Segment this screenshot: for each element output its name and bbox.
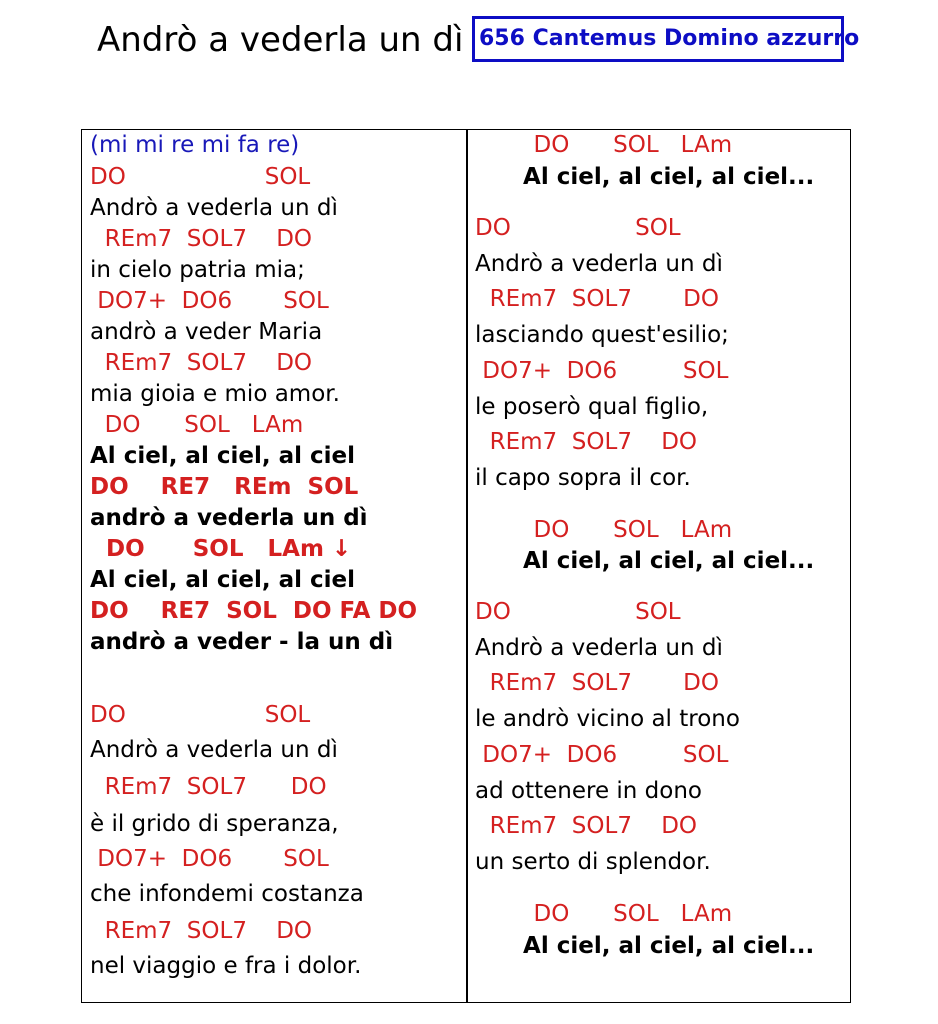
left-column xyxy=(90,130,462,1002)
chord-line: DO SOL LAm ↓ xyxy=(90,536,352,562)
lyric-line: Andrò a vederla un dì xyxy=(90,195,338,221)
right-column xyxy=(475,130,845,1002)
lyric-line: Andrò a vederla un dì xyxy=(475,635,723,661)
chord-line: REm7 SOL7 DO xyxy=(90,350,313,376)
chord-line: DO7+ DO6 SOL xyxy=(90,288,329,314)
chord-line: REm7 SOL7 DO xyxy=(90,918,313,944)
chord-line: DO7+ DO6 SOL xyxy=(90,846,329,872)
refrain-line: Al ciel, al ciel, al ciel... xyxy=(475,933,815,959)
lyric-line: le poserò qual figlio, xyxy=(475,394,709,420)
chord-line: DO SOL LAm xyxy=(90,412,304,438)
chord-line: DO SOL xyxy=(475,215,681,241)
chord-line: DO SOL xyxy=(90,702,311,728)
chord-line: REm7 SOL7 DO xyxy=(475,429,698,455)
refrain-line: Al ciel, al ciel, al ciel xyxy=(90,443,356,469)
refrain-line: Al ciel, al ciel, al ciel... xyxy=(475,548,815,574)
chord-line: DO SOL LAm xyxy=(475,132,733,158)
chord-line: DO7+ DO6 SOL xyxy=(475,742,729,768)
lyric-line: lasciando quest'esilio; xyxy=(475,322,729,348)
lyric-line: un serto di splendor. xyxy=(475,849,711,875)
lyric-line: le andrò vicino al trono xyxy=(475,706,740,732)
chord-line: DO RE7 REm SOL xyxy=(90,474,359,500)
lyric-line: che infondemi costanza xyxy=(90,881,364,907)
melody-hint: (mi mi re mi fa re) xyxy=(90,132,300,158)
chord-line: REm7 SOL7 DO xyxy=(475,286,719,312)
page-header xyxy=(0,0,938,80)
lyric-line: in cielo patria mia; xyxy=(90,257,305,283)
chord-line: REm7 SOL7 DO xyxy=(90,774,327,800)
chord-line: REm7 SOL7 DO xyxy=(475,670,719,696)
lyric-line: Andrò a vederla un dì xyxy=(475,251,723,277)
lyric-line: nel viaggio e fra i dolor. xyxy=(90,953,362,979)
chord-line: DO SOL xyxy=(90,164,311,190)
chord-line: REm7 SOL7 DO xyxy=(475,813,698,839)
chord-line: DO7+ DO6 SOL xyxy=(475,358,729,384)
refrain-line: Al ciel, al ciel, al ciel... xyxy=(475,164,815,190)
refrain-line: Al ciel, al ciel, al ciel xyxy=(90,567,356,593)
chord-line: REm7 SOL7 DO xyxy=(90,226,313,252)
song-title: Andrò a vederla un dì xyxy=(97,20,464,60)
lyric-line: andrò a veder Maria xyxy=(90,319,323,345)
lyric-line: è il grido di speranza, xyxy=(90,811,339,837)
songbook-reference: 656 Cantemus Domino azzurro xyxy=(472,16,844,62)
chord-line: DO SOL LAm xyxy=(475,901,733,927)
column-divider xyxy=(466,130,468,1002)
chord-line: DO RE7 SOL DO FA DO xyxy=(90,598,418,624)
lyric-line: mia gioia e mio amor. xyxy=(90,381,340,407)
lyric-line: Andrò a vederla un dì xyxy=(90,737,338,763)
lyric-line: ad ottenere in dono xyxy=(475,778,703,804)
lyrics-table xyxy=(81,129,851,1003)
chord-line: DO SOL LAm xyxy=(475,517,733,543)
refrain-line: andrò a vederla un dì xyxy=(90,505,368,531)
chord-line: DO SOL xyxy=(475,599,681,625)
lyric-line: il capo sopra il cor. xyxy=(475,465,691,491)
refrain-line: andrò a veder - la un dì xyxy=(90,629,394,655)
